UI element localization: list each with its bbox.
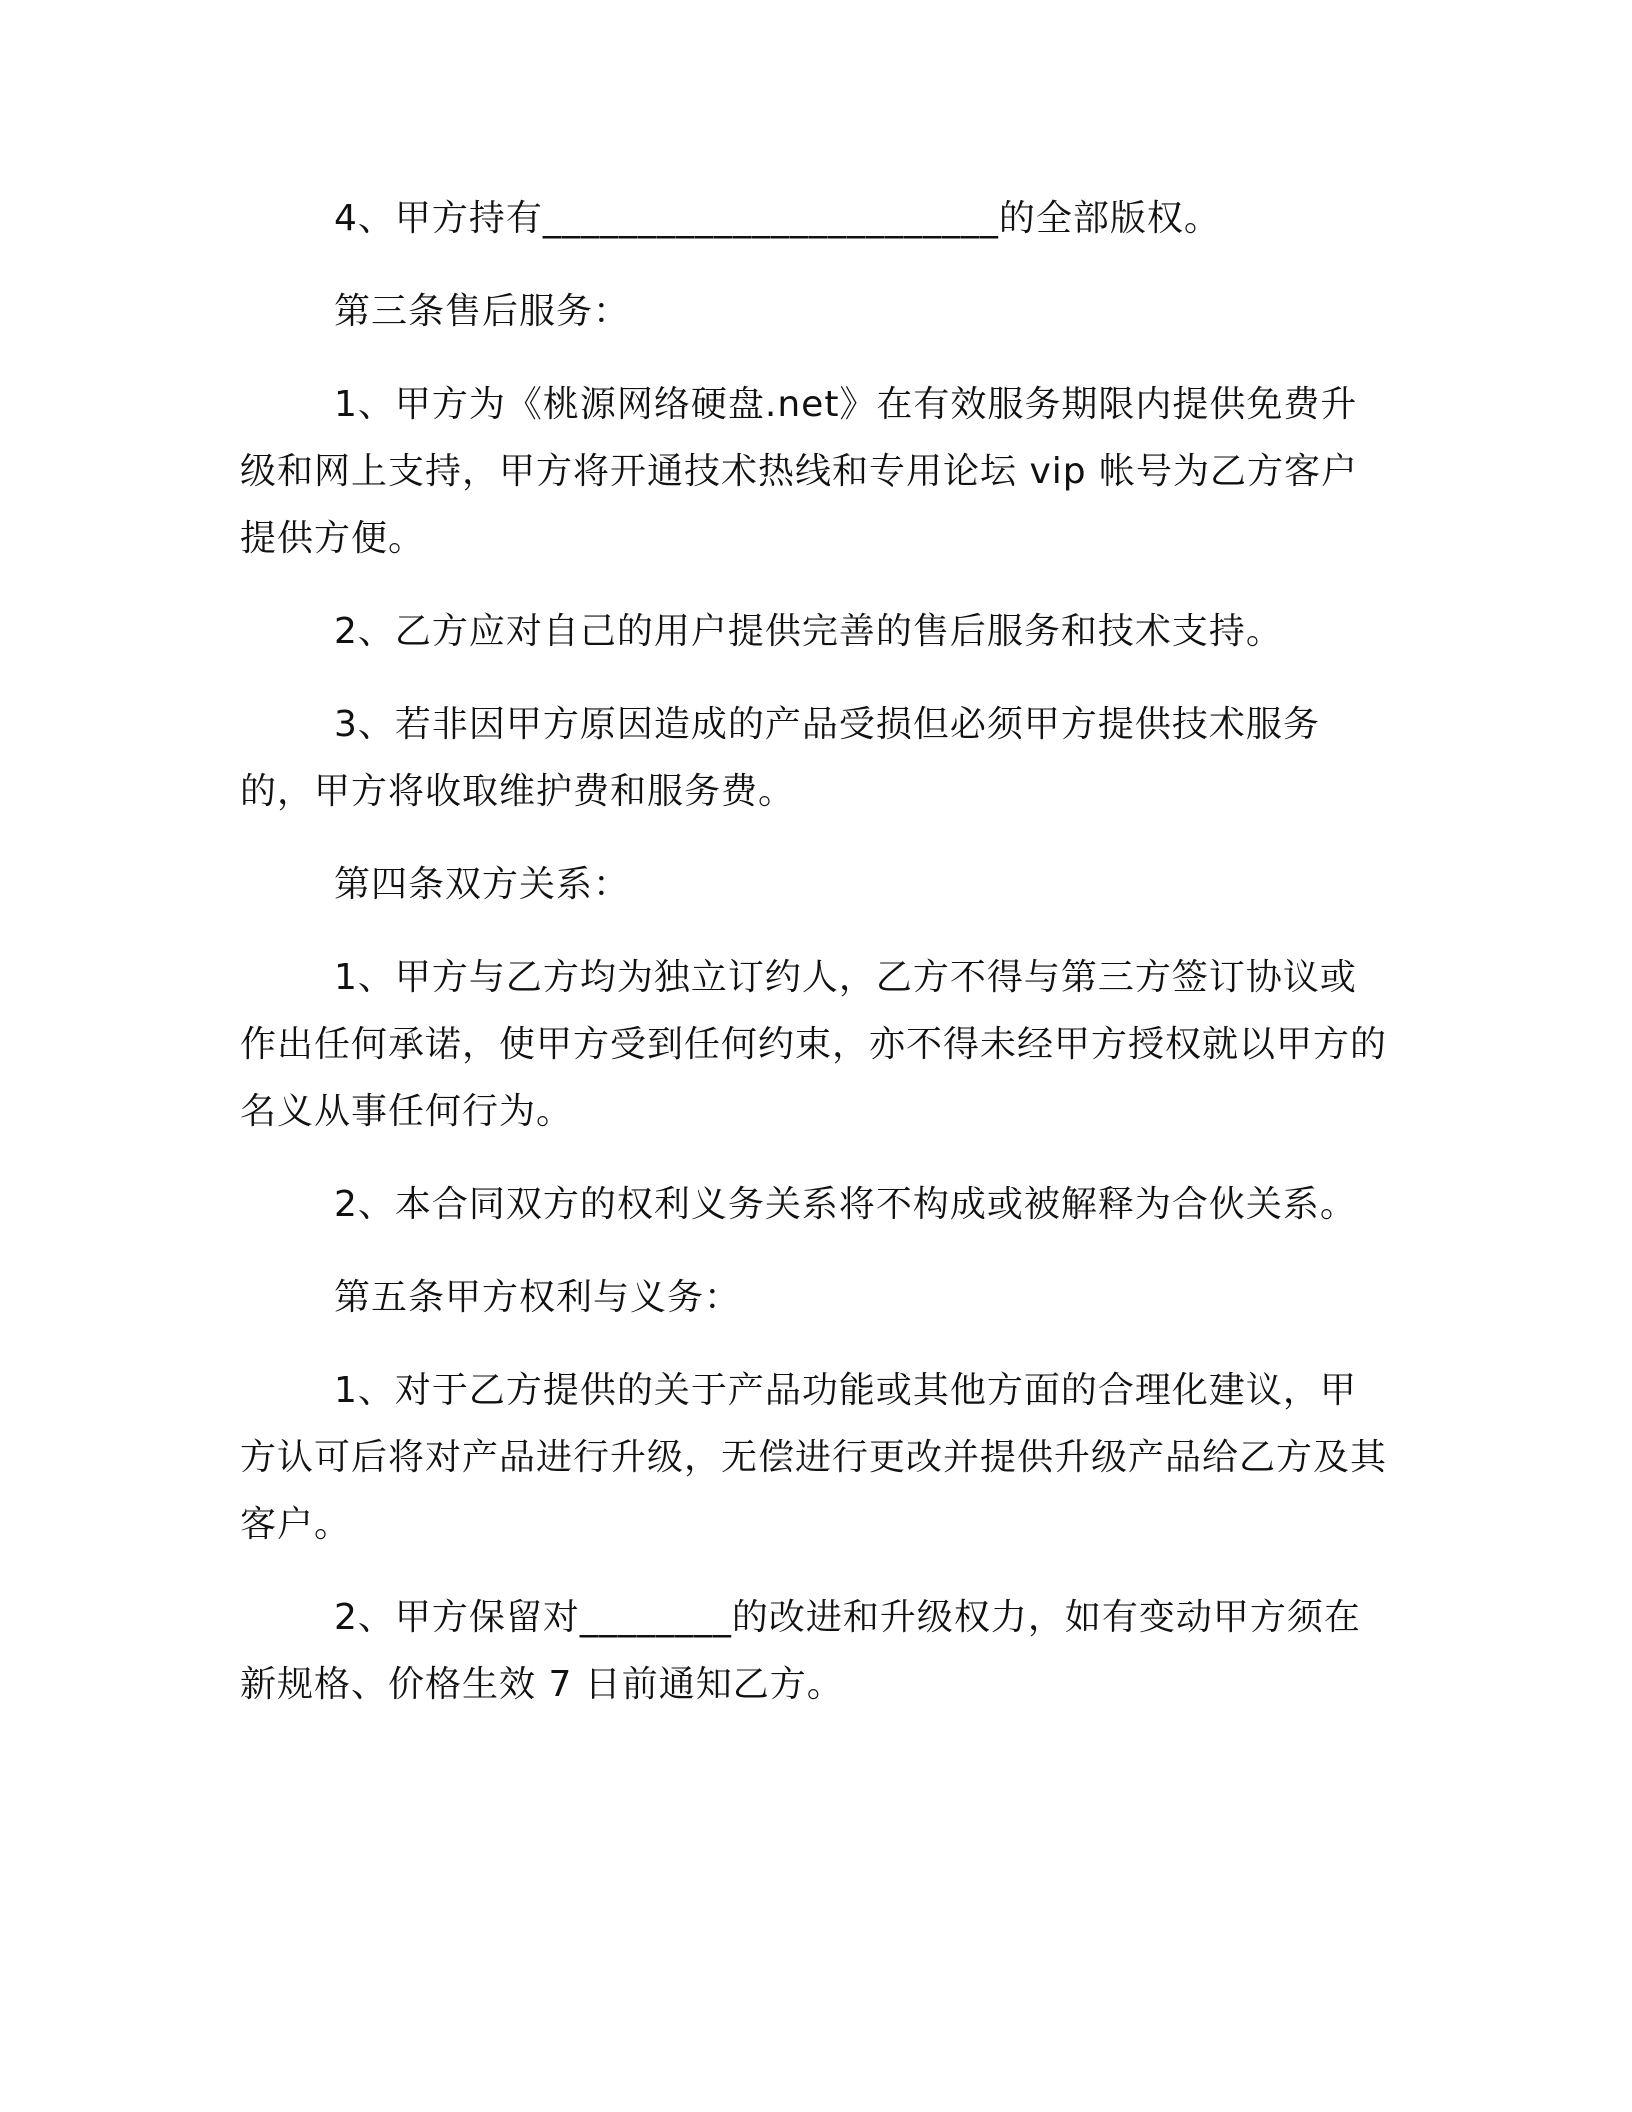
section-5-heading: 第五条甲方权利与义务： bbox=[334, 1277, 742, 1318]
section-3-item-2: 2、乙方应对自己的用户提供完善的售后服务和技术支持。 bbox=[334, 611, 1283, 652]
document-body bbox=[240, 185, 1390, 1718]
section-3-item-3: 3、若非因甲方原因造成的产品受损但必须甲方提供技术服务的，甲方将收取维护费和服务费。 bbox=[240, 704, 1320, 812]
section-5-item-1: 1、对于乙方提供的关于产品功能或其他方面的合理化建议，甲方认可后将对产品进行升级，无偿进行更改并提供升级产品给乙方及其客户。 bbox=[240, 1370, 1388, 1545]
clause-4-copyright: 4、甲方持有________________________的全部版权。 bbox=[334, 198, 1221, 239]
section-3-heading: 第三条售后服务： bbox=[334, 291, 631, 332]
section-5-item-2: 2、甲方保留对________的改进和升级权力，如有变动甲方须在新规格、价格生效 7 日前通知乙方。 bbox=[240, 1597, 1361, 1705]
section-4-item-2: 2、本合同双方的权利义务关系将不构成或被解释为合伙关系。 bbox=[334, 1184, 1357, 1225]
section-3-item-1: 1、甲方为《桃源网络硬盘.net》在有效服务期限内提供免费升级和网上支持，甲方将开通技术热线和专用论坛 vip 帐号为乙方客户提供方便。 bbox=[240, 384, 1359, 559]
section-4-item-1: 1、甲方与乙方均为独立订约人，乙方不得与第三方签订协议或作出任何承诺，使甲方受到任何约束，亦不得未经甲方授权就以甲方的名义从事任何行为。 bbox=[240, 957, 1388, 1132]
section-4-heading: 第四条双方关系： bbox=[334, 864, 631, 905]
